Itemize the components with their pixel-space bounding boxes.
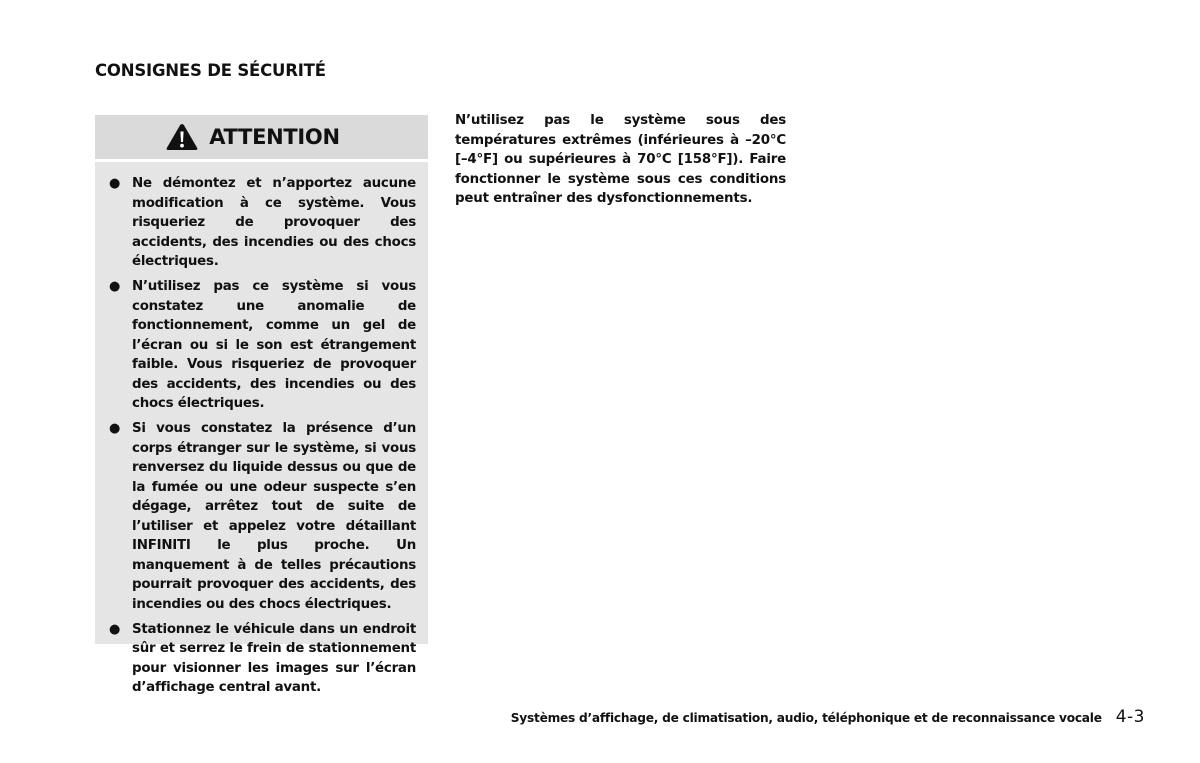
warning-box [95, 115, 428, 695]
bullet-icon: ● [109, 621, 121, 637]
list-item [95, 419, 428, 614]
list-item-text: Stationnez le véhicule dans un endroit sûr et serrez le frein de stationnement pour visionner les images sur l’écran d’affichage central avant. [132, 621, 416, 695]
list-item-text: Si vous constatez la présence d’un corps étranger sur le système, si vous renversez du liquide dessus ou que de la fumée ou une odeur suspecte s’en dégage, arrêtez tout de suite de l’utiliser et appelez votre détaillant INFINITI le plus proche. Un manquement à de telles précautions pourrait provoquer des accidents, des incendies ou des chocs électriques. [132, 421, 416, 612]
section-title: CONSIGNES DE SÉCURITÉ [95, 61, 326, 80]
temperature-note: N’utilisez pas le système sous des températures extrêmes (inférieures à –20°C [–4°F] ou supérieures à 70°C [158°F]). Faire fonctionner le système sous ces conditions peut entraîner des dysfonctionnements. [455, 113, 786, 206]
page-footer [511, 707, 1145, 727]
warning-triangle-icon [165, 122, 199, 152]
bullet-icon: ● [109, 176, 121, 191]
list-item [95, 620, 428, 698]
bullet-icon: ● [109, 421, 121, 436]
warning-header [95, 115, 428, 162]
warning-list [95, 174, 428, 703]
bullet-icon: ● [109, 279, 121, 294]
list-item-text: Ne démontez et n’apportez aucune modification à ce système. Vous risqueriez de provoquer des accidents, des incendies ou des chocs électriques. [132, 176, 416, 269]
chapter-title: Systèmes d’affichage, de climatisation, audio, téléphonique et de reconnaissance vocale [510, 711, 1102, 725]
list-item-text: N’utilisez pas ce système si vous constatez une anomalie de fonctionnement, comme un gel de l’écran ou si le son est étrangement faible. Vous risqueriez de provoquer des accidents, des incendies ou des chocs électriques. [132, 279, 416, 411]
page-number: 4-3 [1115, 707, 1145, 727]
warning-title: ATTENTION [209, 125, 340, 149]
list-item [95, 277, 428, 414]
list-item [95, 174, 428, 272]
